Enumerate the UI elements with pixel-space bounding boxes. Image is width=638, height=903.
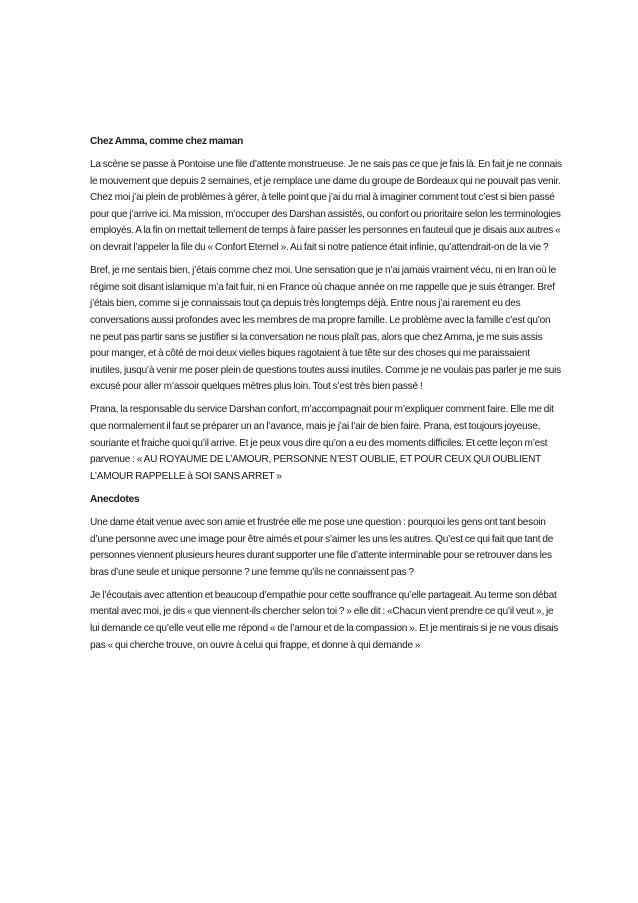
paragraph-4: Une dame était venue avec son amie et frustrée elle me pose une question : pourquoi les gens ont tant besoin d’une personne avec une image pour être aimés et pour s’aimer les uns les autres. Qu’est ce qui fait que tant de personnes viennent plusieurs heures durant supporter une file d’attente interminable pour se retrouver dans les bras d’une seule et unique personne ? une femme qu’ils ne connaissent pas ? <box>90 516 554 578</box>
document-body <box>90 134 563 661</box>
paragraph-1: La scène se passe à Pontoise une file d’attente monstrueuse. Je ne sais pas ce que je fais là. En fait je ne connais le mouvement que depuis 2 semaines, et je remplace une dame du groupe de Bordeaux qui ne pouvait pas venir. Chez moi j’ai plein de problèmes à gérer, à telle point que j’ai du mal à imaginer comment tout c’est si bien passé pour que j’arrive ici. Ma mission, m’occuper des Darshan assistés, ou confort ou prioritaire selon les terminologies employés. A la fin on mettait tellement de temps à faire passer les personnes en fauteuil que je disais aux autres « on devrait l’appeler la file du « Confort Eternel ». Au fait si notre patience était infinie, qu’attendrait-on de la vie ? <box>90 159 562 254</box>
paragraph-5: Je l’écoutais avec attention et beaucoup d’empathie pour cette souffrance qu’elle partageait. Au terme son débat mental avec moi, je dis « que viennent-ils chercher selon toi ? » elle dit : «Chacun vient prendre ce qu’il veut », je lui demande ce qu’elle veut elle me répond « de l’amour et de la compassion ». Et je mentirais si je ne vous disais pas « qui cherche trouve, on ouvre à celui qui frappe, et donne à qui demande » <box>90 589 559 651</box>
section-heading-anecdotes: Anecdotes <box>90 493 140 505</box>
paragraph-2: Bref, je me sentais bien, j’étais comme chez moi. Une sensation que je n’ai jamais vraiment vécu, ni en Iran où le régime soit disant islamique m’a fait fuir, ni en France où chaque année on me rappelle que je suis étranger. Bref j’étais bien, comme si je connaissais tout ça depuis très longtemps déjà. Entre nous j’ai rarement eu des conversations aussi profondes avec les membres de ma propre famille. Le problème avec la famille c’est qu’on ne peut pas partir sans se justifier si la conversation ne nous plaît pas, alors que chez Amma, je me suis assis pour manger, et à côté de moi deux vielles biques ragotaient à tue tête sur des choses qui me paraissaient inutiles, jusqu’à venir me poser plein de questions toutes aussi inutiles. Comme je ne voulais pas parler je me suis excusé pour aller m’assoir quelques mètres plus loin. Tout s’est très bien passé ! <box>90 265 561 393</box>
document-title: Chez Amma, comme chez maman <box>90 136 243 147</box>
paragraph-3: Prana, la responsable du service Darshan confort, m’accompagnait pour m’expliquer comment faire. Elle me dit que normalement il faut se préparer un an l’avance, mais je j’ai l’air de bien faire. Prana, est toujours joyeuse, souriante et fraiche quoi qu’il arrive. Et je peux vous dire qu’on a eu des moments difficiles. Et cette leçon m’est parvenue : « AU ROYAUME DE L’AMOUR, PERSONNE N’EST OUBLIE, ET POUR CEUX QUI OUBLIENT L’AMOUR RAPPELLE à SOI SANS ARRET » <box>90 404 554 482</box>
